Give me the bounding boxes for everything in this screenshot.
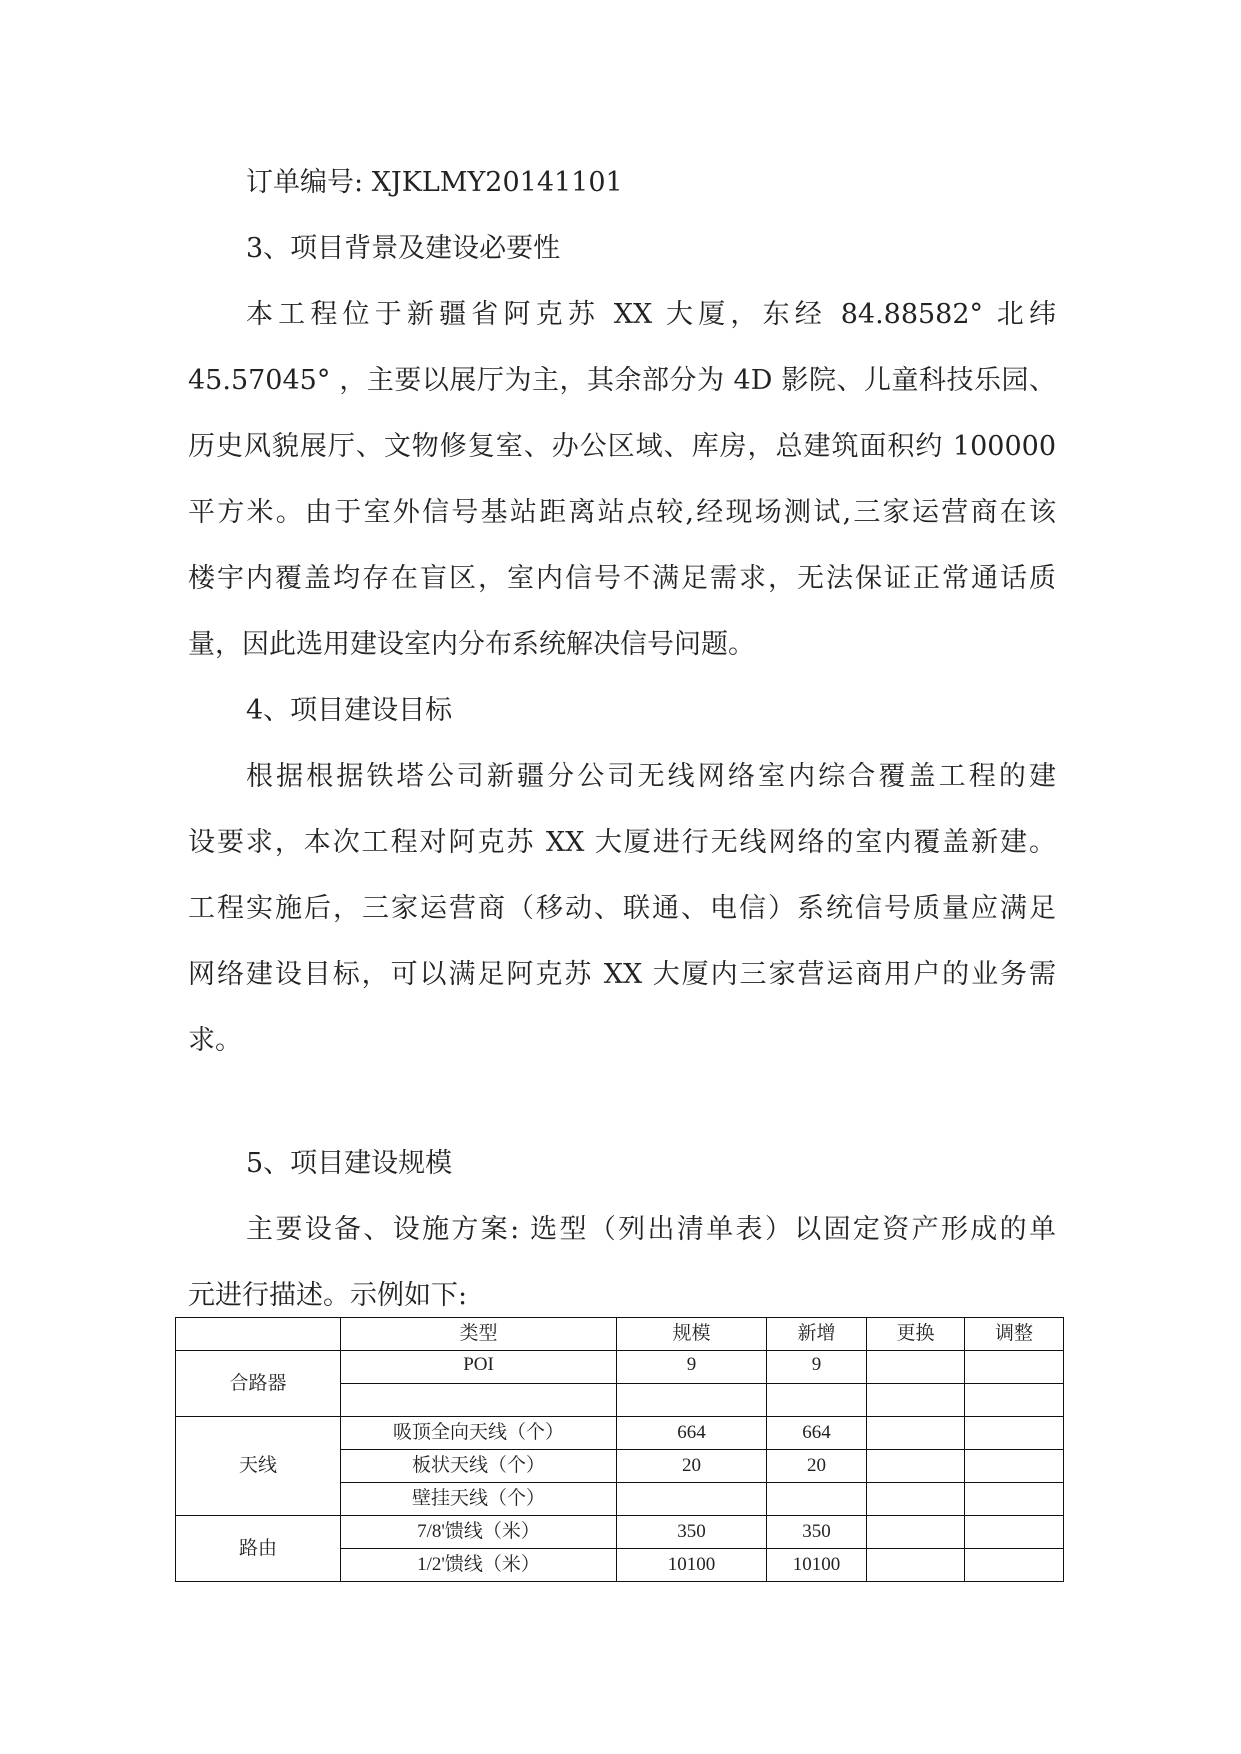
table-header-cell: 规模: [617, 1318, 767, 1351]
added-cell: [767, 1483, 867, 1516]
section-4-title: 4、项目建设目标: [246, 695, 453, 726]
table-header-cell: 新增: [767, 1318, 867, 1351]
replaced-cell: [867, 1417, 965, 1450]
replaced-cell: [867, 1384, 965, 1417]
added-cell: 9: [767, 1351, 867, 1384]
scale-cell: 9: [617, 1351, 767, 1384]
table-header-cell: 调整: [965, 1318, 1064, 1351]
category-cell: 天线: [176, 1417, 341, 1516]
added-cell: 664: [767, 1417, 867, 1450]
equipment-plan-table: [175, 1317, 1064, 1582]
type-cell: 7/8'馈线（米）: [341, 1516, 617, 1549]
type-cell: [341, 1384, 617, 1417]
scale-cell: [617, 1384, 767, 1417]
replaced-cell: [867, 1516, 965, 1549]
replaced-cell: [867, 1483, 965, 1516]
scale-cell: 350: [617, 1516, 767, 1549]
section-3-line-5: 楼宇内覆盖均存在盲区，室内信号不满足需求，无法保证正常通话质: [188, 563, 1056, 594]
type-cell: 1/2'馈线（米）: [341, 1549, 617, 1582]
table-row: [176, 1516, 1064, 1549]
scale-cell: 10100: [617, 1549, 767, 1582]
order-number: 订单编号: XJKLMY20141101: [246, 167, 623, 198]
section-5-line-2: 元进行描述。示例如下:: [188, 1280, 468, 1311]
type-cell: 板状天线（个）: [341, 1450, 617, 1483]
section-4-line-4: 网络建设目标，可以满足阿克苏 XX 大厦内三家营运商用户的业务需: [188, 959, 1056, 990]
section-5-line-1: 主要设备、设施方案: 选型（列出清单表）以固定资产形成的单: [246, 1214, 1056, 1245]
type-cell: 壁挂天线（个）: [341, 1483, 617, 1516]
added-cell: [767, 1384, 867, 1417]
adjusted-cell: [965, 1483, 1064, 1516]
added-cell: 350: [767, 1516, 867, 1549]
section-5-title: 5、项目建设规模: [246, 1148, 453, 1179]
section-4-line-5: 求。: [188, 1025, 242, 1056]
section-3-line-1: 本工程位于新疆省阿克苏 XX 大厦，东经 84.88582° 北纬: [246, 299, 1056, 330]
adjusted-cell: [965, 1549, 1064, 1582]
table-header-cell: [176, 1318, 341, 1351]
adjusted-cell: [965, 1384, 1064, 1417]
replaced-cell: [867, 1549, 965, 1582]
adjusted-cell: [965, 1516, 1064, 1549]
category-cell: 合路器: [176, 1351, 341, 1417]
added-cell: 20: [767, 1450, 867, 1483]
table-row: [176, 1351, 1064, 1384]
replaced-cell: [867, 1351, 965, 1384]
adjusted-cell: [965, 1417, 1064, 1450]
replaced-cell: [867, 1450, 965, 1483]
adjusted-cell: [965, 1351, 1064, 1384]
section-3-title: 3、项目背景及建设必要性: [246, 233, 561, 264]
section-4-line-3: 工程实施后，三家运营商（移动、联通、电信）系统信号质量应满足: [188, 893, 1056, 924]
section-3-line-4: 平方米。由于室外信号基站距离站点较,经现场测试,三家运营商在该: [188, 497, 1056, 528]
table-header-cell: 类型: [341, 1318, 617, 1351]
scale-cell: 664: [617, 1417, 767, 1450]
type-cell: POI: [341, 1351, 617, 1384]
section-4-line-1: 根据根据铁塔公司新疆分公司无线网络室内综合覆盖工程的建: [246, 761, 1056, 792]
section-4-line-2: 设要求，本次工程对阿克苏 XX 大厦进行无线网络的室内覆盖新建。: [188, 827, 1056, 858]
added-cell: 10100: [767, 1549, 867, 1582]
category-cell: 路由: [176, 1516, 341, 1582]
table-header-row: [176, 1318, 1064, 1351]
section-3-line-3: 历史风貌展厅、文物修复室、办公区域、库房，总建筑面积约 100000: [188, 431, 1056, 462]
section-3-line-6: 量，因此选用建设室内分布系统解决信号问题。: [188, 629, 755, 660]
table-header-cell: 更换: [867, 1318, 965, 1351]
adjusted-cell: [965, 1450, 1064, 1483]
table-row: [176, 1417, 1064, 1450]
scale-cell: [617, 1483, 767, 1516]
section-3-line-2: 45.57045° ，主要以展厅为主，其余部分为 4D 影院、儿童科技乐园、: [188, 365, 1056, 396]
scale-cell: 20: [617, 1450, 767, 1483]
type-cell: 吸顶全向天线（个）: [341, 1417, 617, 1450]
